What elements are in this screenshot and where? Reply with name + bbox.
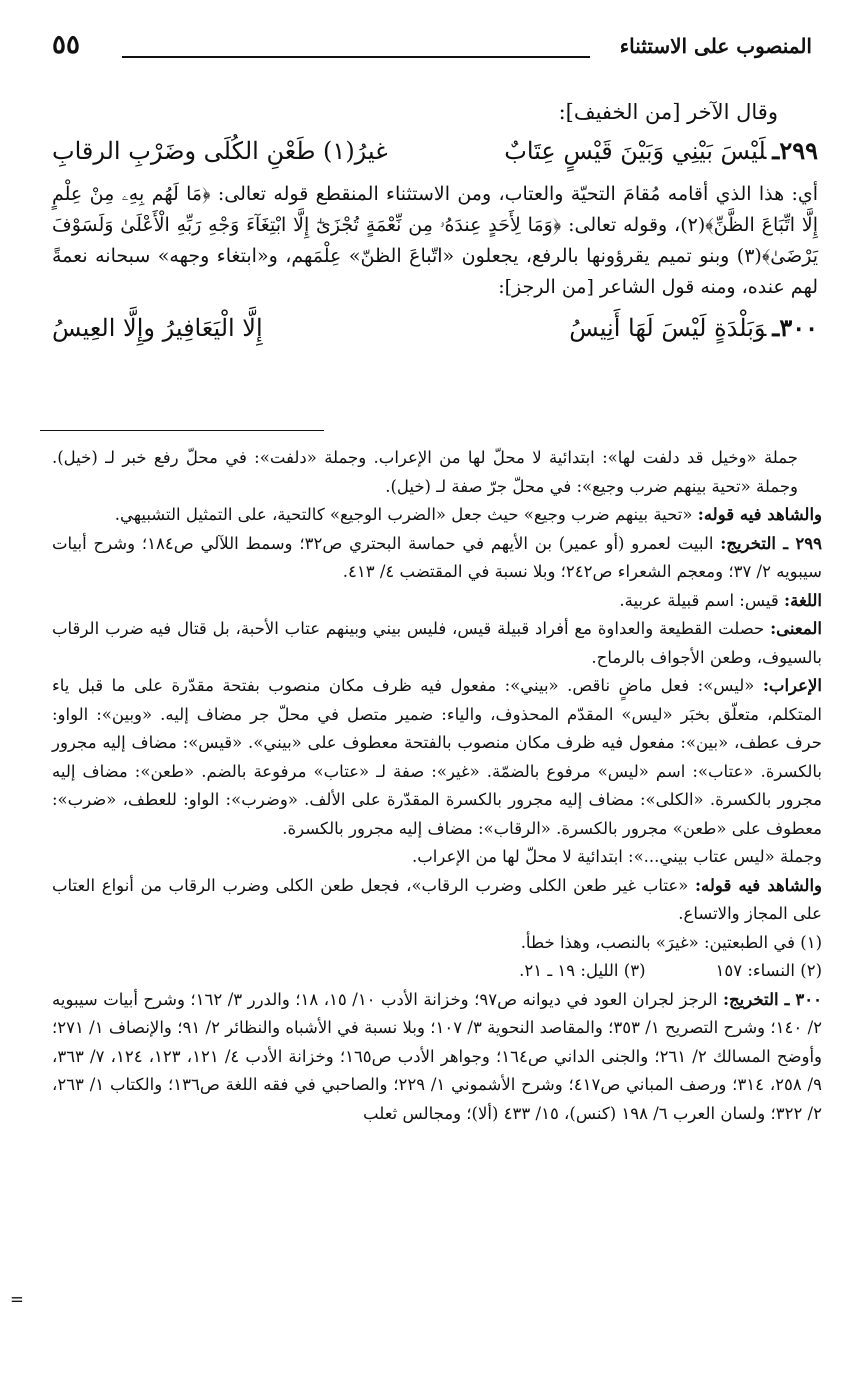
note-paragraph: الإعراب: «ليس»: فعل ماضٍ ناقص. «بيني»: مفعول فيه ظرف مكان منصوب بفتحة مقدّرة على ما قبل ياء المتكلم، متعلّق بخبَر «ليس» المقدّم المحذوف، والياء: ضمير متصل في محلّ جر مضاف إليه. «وبين»: الواو: حرف عطف، «بين»: مفعول فيه ظرف مكان منصوب بالفتحة معطوف على «بيني». «قيس»: مضاف إليه مجرور بالكسرة. «عتاب»: اسم «ليس» مرفوع بالضمّة. «غير»: صفة لـ «عتاب» مرفوعة بالضم. «طعن»: مضاف إليه مجرور بالكسرة. «الكلى»: مضاف إليه مجرور بالكسرة المقدّرة على الألف. «وضرب»: الواو: للعطف، «ضرب»: معطوف على «طعن» مجرور بالكسرة. «الرقاب»: مضاف إليه مجرور بالكسرة. bbox=[52, 676, 822, 838]
page-header bbox=[52, 30, 812, 74]
verse-300-second-half: إِلَّا الْيَعَافِيرُ وإِلَّا العِيسُ bbox=[52, 314, 263, 342]
verse-number: ٣٠٠ـ bbox=[772, 313, 818, 342]
note-lead: ٢٩٩ ـ التخريج: bbox=[720, 533, 823, 553]
header-rule bbox=[122, 56, 590, 58]
note-lead: ٣٠٠ ـ التخريج: bbox=[722, 989, 822, 1009]
footnote-2: (٢) النساء: ١٥٧ bbox=[715, 961, 822, 980]
footnotes-2-3 bbox=[52, 957, 822, 986]
note-paragraph: ٢٩٩ ـ التخريج: البيت لعمرو (أو عمير) بن الأيهم في حماسة البحتري ص٣٢؛ وسمط اللآلي ص١٨٤؛ وشرح أبيات سيبويه ٢/ ٣٧؛ ومعجم الشعراء ص٢٤٢؛ وبلا نسبة في المقتضب ٤/ ٤١٣. bbox=[52, 533, 823, 581]
note-lead: المعنى: bbox=[770, 619, 822, 638]
verse-300 bbox=[52, 313, 818, 342]
footnotes bbox=[52, 444, 822, 1128]
verse-299-first-half: ٢٩٩ـلَيْسَ بَيْنِي وَبَيْنَ قَيْسٍ عِتَابٌ bbox=[504, 136, 818, 165]
main-text bbox=[52, 100, 818, 356]
note-paragraph: اللغة: قيس: اسم قبيلة عربية. bbox=[619, 590, 822, 610]
note-paragraph: وجملة «ليس عتاب بيني...»: ابتدائية لا محلّ لها من الإعراب. bbox=[411, 847, 822, 866]
note-lead: والشاهد فيه قوله: bbox=[694, 875, 823, 895]
note-lead: اللغة: bbox=[784, 590, 822, 610]
verse-intro: وقال الآخر [من الخفيف]: bbox=[558, 100, 778, 124]
page-number: ٥٥ bbox=[52, 30, 80, 60]
note-lead: الإعراب: bbox=[762, 676, 822, 695]
running-title: المنصوب على الاستثناء bbox=[619, 34, 812, 58]
footnote-3: (٣) الليل: ١٩ ـ ٢١. bbox=[519, 961, 646, 980]
verse-299 bbox=[52, 136, 818, 165]
note-paragraph: والشاهد فيه قوله: «تحية بينهم ضرب وجيع» حيث جعل «الضرب الوجيع» كالتحية، على التمثيل التشبيهي. bbox=[114, 505, 822, 524]
commentary-paragraph: أي: هذا الذي أقامه مُقامَ التحيّة والعتاب، ومن الاستثناء المنقطع قوله تعالى: ﴿مَا لَهُم بِهِۦ مِنْ عِلْمٍ إِلَّا اتِّبَاعَ الظَّنِّ﴾(٢)، وقوله تعالى: ﴿وَمَا لِأَحَدٍ عِندَهُۥ مِن نِّعْمَةٍ تُجْزَىٰٓ إِلَّا ابْتِغَآءَ وَجْهِ رَبِّهِ الْأَعْلَىٰ وَلَسَوْفَ يَرْضَىٰ﴾(٣) وبنو تميم يقرؤونها بالرفع، يجعلون «اتّباعَ الظنّ» عِلْمَهم، و«ابتغاء وجهه» سبحانه نعمةً لهم عنده، ومنه قول الشاعر [من الرجز]: bbox=[52, 183, 818, 298]
verse-299-second-half: غيرُ(١) طَعْنِ الكُلَى وضَرْبِ الرقابِ bbox=[52, 137, 388, 165]
verse-number: ٢٩٩ـ bbox=[772, 136, 818, 165]
continuation-mark: = bbox=[10, 1290, 24, 1309]
note-paragraph: ٣٠٠ ـ التخريج: الرجز لجران العود في ديوانه ص٩٧؛ وخزانة الأدب ١٠/ ١٥، ١٨؛ والدرر ٣/ ١٦٢؛ وشرح أبيات سيبويه ٢/ ١٤٠؛ وشرح التصريح ١/ ٣٥٣؛ والمقاصد النحوية ٣/ ١٠٧؛ وبلا نسبة في الأشباه والنظائر ٢/ ٩١؛ والإنصاف ١/ ٢٧١؛ وأوضح المسالك ٢/ ٢٦١؛ والجنى الداني ص١٦٤؛ وجواهر الأدب ص١٦٥؛ وخزانة الأدب ٤/ ١٢١، ١٢٣، ١٢٤، ٧/ ٣٦٣، ٩/ ٢٥٨، ٣١٤؛ ورصف المباني ص٤١٧؛ وشرح الأشموني ١/ ٢٢٩؛ والصاحبي في فقه اللغة ص١٣٦؛ والكتاب ١/ ٢٦٣، ٢/ ٣٢٢؛ ولسان العرب ٦/ ١٩٨ (كنس)، ١٥/ ٤٣٣ (ألا)؛ ومجالس ثعلب bbox=[52, 989, 823, 1123]
note-lead: والشاهد فيه قوله: bbox=[697, 505, 822, 524]
note-paragraph: والشاهد فيه قوله: «عتاب غير طعن الكلى وضرب الرقاب»، فجعل طعن الكلى وضرب الرقاب من أنواع العتاب على المجاز والاتساع. bbox=[52, 875, 823, 923]
footnote-1: (١) في الطبعتين: «غيرَ» بالنصب، وهذا خطأ. bbox=[520, 932, 822, 952]
note-paragraph: المعنى: حصلت القطيعة والعداوة مع أفراد قبيلة قيس، فليس بيني وبينهم عتاب الأحبة، بل قتال فيه ضرب الرقاب بالسيوف، وطعن الأجواف بالرماح. bbox=[52, 619, 822, 667]
footnote-separator bbox=[40, 430, 324, 431]
verse-300-first-half: ٣٠٠ـوَبَلْدَةٍ لَيْسَ لَهَا أَنِيسُ bbox=[569, 313, 818, 342]
note-paragraph: جملة «وخيل قد دلفت لها»: ابتدائية لا محلّ لها من الإعراب. وجملة «دلفت»: في محلّ رفع خبر لـ (خيل). وجملة «تحية بينهم ضرب وجيع»: في محلّ جرّ صفة لـ (خيل). bbox=[52, 448, 798, 496]
